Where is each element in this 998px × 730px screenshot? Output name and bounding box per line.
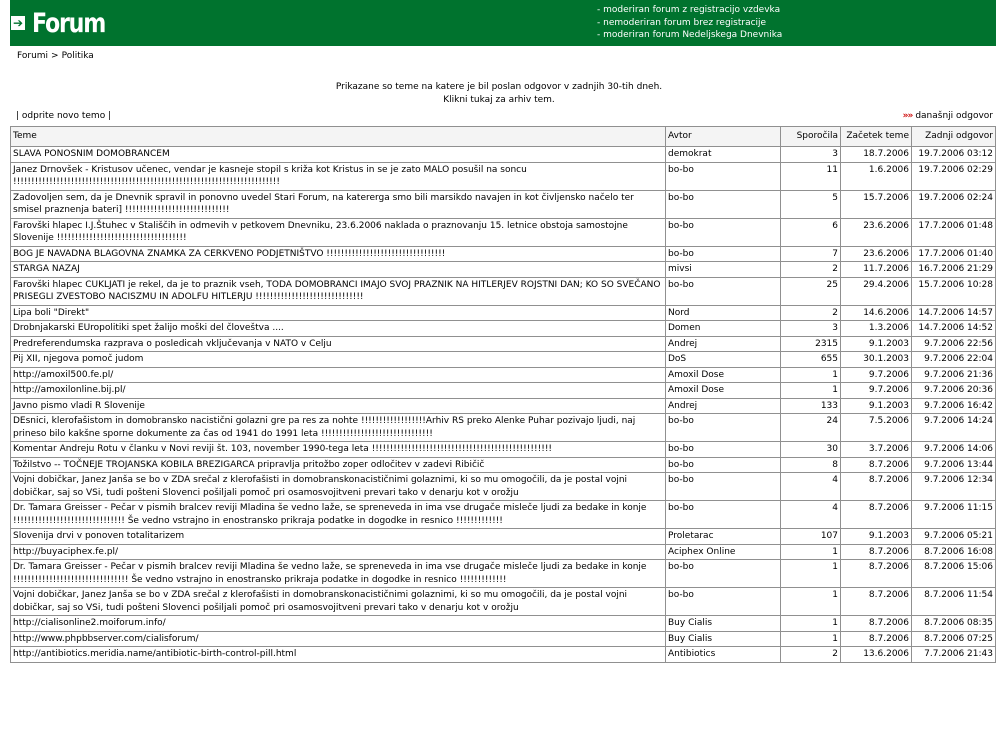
breadcrumb-root[interactable]: Forumi	[17, 51, 49, 61]
author-cell: Aciphex Online	[666, 544, 781, 560]
topic-link[interactable]: Dr. Tamara Greisser - Pečar v pismih bralcev reviji Mladina še vedno laže, se spreneveda in ima vse drugače misleče ljudi za bedake in konje !!!!!!!!!!!!!!!!!!!!!!!!!!!!!!! Še vedno vstrajno in enostransko prikraja podatke in dogodke in resnico !!!!!!!!!!!!!	[11, 501, 666, 529]
topic-link[interactable]: Vojni dobičkar, Janez Janša se bo v ZDA srečal z klerofašisti in domobranskonacističnimi golaznimi, ki so mu omogočili, da je postal vojni dobičkar, saj so VSi, tudi pošteni Slovenci pošiljali pomoč pri osamosvojitveni prevari tako v denarju kot v orožju	[11, 473, 666, 501]
table-row	[11, 398, 996, 414]
posts-cell: 11	[781, 162, 841, 190]
last-reply-cell: 19.7.2006 02:24	[912, 190, 996, 218]
start-date-cell: 7.5.2006	[841, 414, 912, 442]
last-reply-cell: 19.7.2006 02:29	[912, 162, 996, 190]
author-cell: bo-bo	[666, 473, 781, 501]
start-date-cell: 8.7.2006	[841, 588, 912, 616]
posts-cell: 8	[781, 457, 841, 473]
posts-cell: 2	[781, 647, 841, 663]
posts-cell: 24	[781, 414, 841, 442]
posts-cell: 2	[781, 262, 841, 278]
table-row	[11, 588, 996, 616]
table-row	[11, 560, 996, 588]
author-cell: bo-bo	[666, 414, 781, 442]
topic-link[interactable]: Vojni dobičkar, Janez Janša se bo v ZDA srečal z klerofašisti in domobranskonacističnimi golaznimi, ki so mu omogočili, da je postal vojni dobičkar, saj so VSi, tudi pošteni Slovenci pošiljali pomoč pri osamosvojitveni prevari tako v denarju kot v orožju	[11, 588, 666, 616]
start-date-cell: 8.7.2006	[841, 560, 912, 588]
start-date-cell: 1.6.2006	[841, 162, 912, 190]
start-date-cell: 30.1.2003	[841, 352, 912, 368]
posts-cell: 2315	[781, 336, 841, 352]
last-reply-cell: 8.7.2006 07:25	[912, 631, 996, 647]
table-row	[11, 616, 996, 632]
author-cell: bo-bo	[666, 560, 781, 588]
start-date-cell: 15.7.2006	[841, 190, 912, 218]
start-date-cell: 8.7.2006	[841, 616, 912, 632]
last-reply-cell: 9.7.2006 16:42	[912, 398, 996, 414]
table-row	[11, 218, 996, 246]
author-cell: bo-bo	[666, 218, 781, 246]
posts-cell: 1	[781, 560, 841, 588]
topic-link[interactable]: http://amoxilonline.bij.pl/	[11, 383, 666, 399]
author-cell: Amoxil Dose	[666, 367, 781, 383]
topic-link[interactable]: Janez Drnovšek - Kristusov učenec, vendar je kasneje stopil s križa kot Kristus in se je zato MALO posušil na soncu !!!!!!!!!!!!!!!!!!!!!!!!!!!!!!!!!!!!!!!!!!!!!!!!!!!!!!!!!!!!!!!!!!!!!!!!!!	[11, 162, 666, 190]
posts-cell: 4	[781, 473, 841, 501]
logo-text: Forum	[32, 7, 106, 39]
start-date-cell: 23.6.2006	[841, 246, 912, 262]
start-date-cell: 9.7.2006	[841, 367, 912, 383]
topic-link[interactable]: DEsnici, klerofašistom in domobransko nacistični golazni gre pa res za nohte !!!!!!!!!!!!!!!!!!Arhiv RS preko Alenke Puhar pozivajo ljudi, naj prineso bilo kakšne sporne dokumente za čas od 1941 do 1991 leta !!!!!!!!!!!!!!!!!!!!!!!!!!!!!!!	[11, 414, 666, 442]
last-reply-cell: 9.7.2006 05:21	[912, 529, 996, 545]
topic-link[interactable]: http://buyaciphex.fe.pl/	[11, 544, 666, 560]
forum-logo[interactable]	[10, 7, 121, 39]
last-reply-cell: 9.7.2006 13:44	[912, 457, 996, 473]
last-reply-cell: 7.7.2006 21:43	[912, 647, 996, 663]
table-row	[11, 262, 996, 278]
start-date-cell: 8.7.2006	[841, 473, 912, 501]
topic-link[interactable]: http://amoxil500.fe.pl/	[11, 367, 666, 383]
table-row	[11, 529, 996, 545]
table-row	[11, 321, 996, 337]
topic-link[interactable]: http://www.phpbbserver.com/cialisforum/	[11, 631, 666, 647]
author-cell: mivsi	[666, 262, 781, 278]
start-date-cell: 3.7.2006	[841, 442, 912, 458]
topic-link[interactable]: Predreferendumska razprava o posledicah vključevanja v NATO v Celju	[11, 336, 666, 352]
author-cell: Antibiotics	[666, 647, 781, 663]
author-cell: DoS	[666, 352, 781, 368]
start-date-cell: 8.7.2006	[841, 501, 912, 529]
col-topic: Teme	[11, 127, 666, 147]
topic-link[interactable]: Slovenija drvi v ponoven totalitarizem	[11, 529, 666, 545]
last-reply-cell: 9.7.2006 14:24	[912, 414, 996, 442]
posts-cell: 655	[781, 352, 841, 368]
site-header	[10, 0, 996, 46]
start-date-cell: 11.7.2006	[841, 262, 912, 278]
notice-text: Prikazane so teme na katere je bil poslan odgovor v zadnjih 30-tih dneh.	[335, 82, 663, 92]
table-row	[11, 162, 996, 190]
new-topic-link[interactable]: | odprite novo temo |	[16, 111, 112, 121]
last-reply-cell: 8.7.2006 16:08	[912, 544, 996, 560]
last-reply-cell: 9.7.2006 22:56	[912, 336, 996, 352]
posts-cell: 3	[781, 147, 841, 163]
posts-cell: 107	[781, 529, 841, 545]
last-reply-cell: 9.7.2006 12:34	[912, 473, 996, 501]
author-cell: Amoxil Dose	[666, 383, 781, 399]
author-cell: bo-bo	[666, 162, 781, 190]
table-row	[11, 246, 996, 262]
link-nedeljski-forum[interactable]: - moderiran forum Nedeljskega Dnevnika	[597, 30, 783, 40]
today-replies-label: današnji odgovor	[915, 111, 993, 121]
table-row	[11, 631, 996, 647]
last-reply-cell: 14.7.2006 14:57	[912, 305, 996, 321]
table-row	[11, 190, 996, 218]
table-row	[11, 383, 996, 399]
posts-cell: 1	[781, 616, 841, 632]
table-row	[11, 336, 996, 352]
posts-cell: 1	[781, 631, 841, 647]
start-date-cell: 13.6.2006	[841, 647, 912, 663]
double-arrow-icon: »»	[902, 111, 913, 121]
start-date-cell: 23.6.2006	[841, 218, 912, 246]
last-reply-cell: 15.7.2006 10:28	[912, 277, 996, 305]
col-start: Začetek teme	[841, 127, 912, 147]
table-row	[11, 305, 996, 321]
topic-link[interactable]: Zadovoljen sem, da je Dnevnik spravil in ponovno uvedel Stari Forum, na katererga smo bili marsikdo navajen in kot čivljensko načelo ter smisel praznenja bateri] !!!!!!!!!!!!!!!!!!!!!!!!!!!!!	[11, 190, 666, 218]
topic-link[interactable]: http://antibiotics.meridia.name/antibiotic-birth-control-pill.html	[11, 647, 666, 663]
link-unmoderated-forum[interactable]: - nemoderiran forum brez registracije	[597, 17, 767, 28]
arrow-right-icon: ➔	[12, 16, 24, 30]
last-reply-cell: 19.7.2006 03:12	[912, 147, 996, 163]
topic-link[interactable]: Lipa boli "Direkt"	[11, 305, 666, 321]
col-posts: Sporočila	[781, 127, 841, 147]
author-cell: Nord	[666, 305, 781, 321]
last-reply-cell: 8.7.2006 15:06	[912, 560, 996, 588]
posts-cell: 4	[781, 501, 841, 529]
author-cell: demokrat	[666, 147, 781, 163]
author-cell: Proletarac	[666, 529, 781, 545]
topics-body	[11, 147, 996, 663]
start-date-cell: 8.7.2006	[841, 457, 912, 473]
notice	[0, 81, 998, 107]
start-date-cell: 8.7.2006	[841, 544, 912, 560]
author-cell: bo-bo	[666, 190, 781, 218]
topic-link[interactable]: Dr. Tamara Greisser - Pečar v pismih bralcev reviji Mladina še vedno laže, se spreneveda in ima vse drugače misleče ljudi za bedake in konje !!!!!!!!!!!!!!!!!!!!!!!!!!!!!!!! Še vedno vstrajno in enostransko prikraja podatke in dogodke in resnico !!!!!!!!!!!!!	[11, 560, 666, 588]
posts-cell: 1	[781, 588, 841, 616]
col-author: Avtor	[666, 127, 781, 147]
start-date-cell: 14.6.2006	[841, 305, 912, 321]
topic-link[interactable]: Farovški hlapec CUKLJATI je rekel, da je to praznik vseh, TODA DOMOBRANCI IMAJO SVOJ PRAZNIK NA HITLERJEV ROJSTNI DAN; KO SO SVEČANO PRISEGLI ZVESTOBO NACISZMU IN ADOLFU HITLERJU !!!!!!!!!!!!!!!!!!!!!!!!!!!!!!	[11, 277, 666, 305]
posts-cell: 1	[781, 367, 841, 383]
archive-link[interactable]: Klikni tukaj za arhiv tem.	[443, 95, 555, 105]
start-date-cell: 9.1.2003	[841, 398, 912, 414]
author-cell: bo-bo	[666, 246, 781, 262]
topic-link[interactable]: Pij XII, njegova pomoč judom	[11, 352, 666, 368]
topic-link[interactable]: http://cialisonline2.moiforum.info/	[11, 616, 666, 632]
table-row	[11, 277, 996, 305]
author-cell: bo-bo	[666, 457, 781, 473]
author-cell: Domen	[666, 321, 781, 337]
start-date-cell: 9.1.2003	[841, 529, 912, 545]
author-cell: bo-bo	[666, 588, 781, 616]
table-row	[11, 442, 996, 458]
breadcrumb-separator: >	[51, 51, 59, 61]
posts-cell: 5	[781, 190, 841, 218]
table-header-row	[11, 127, 996, 147]
topics-table	[10, 126, 996, 663]
topic-link[interactable]: Javno pismo vladi R Slovenije	[11, 398, 666, 414]
last-reply-cell: 9.7.2006 11:15	[912, 501, 996, 529]
posts-cell: 133	[781, 398, 841, 414]
start-date-cell: 8.7.2006	[841, 631, 912, 647]
start-date-cell: 9.1.2003	[841, 336, 912, 352]
topic-link[interactable]: Tožilstvo -- TOČNEJE TROJANSKA KOBILA BREZIGARCA pripravlja pritožbo zoper odločitev v zadevi Ribičič	[11, 457, 666, 473]
posts-cell: 25	[781, 277, 841, 305]
table-row	[11, 367, 996, 383]
start-date-cell: 1.3.2006	[841, 321, 912, 337]
topic-link[interactable]: Drobnjakarski EUropolitiki spet žalijo moški del človeštva ....	[11, 321, 666, 337]
posts-cell: 7	[781, 246, 841, 262]
topic-link[interactable]: SLAVA PONOSNIM DOMOBRANCEM	[11, 147, 666, 163]
posts-cell: 3	[781, 321, 841, 337]
topic-link[interactable]: Farovški hlapec I.J.Štuhec v Stališčih in odmevih v petkovem Dnevniku, 23.6.2006 naklada o praznovanju 15. letnice obstoja samostojne Slovenije !!!!!!!!!!!!!!!!!!!!!!!!!!!!!!!!!!!!	[11, 218, 666, 246]
author-cell: bo-bo	[666, 442, 781, 458]
last-reply-cell: 9.7.2006 22:04	[912, 352, 996, 368]
topic-link[interactable]: STARGA NAZAJ	[11, 262, 666, 278]
last-reply-cell: 9.7.2006 21:36	[912, 367, 996, 383]
start-date-cell: 18.7.2006	[841, 147, 912, 163]
last-reply-cell: 16.7.2006 21:29	[912, 262, 996, 278]
posts-cell: 2	[781, 305, 841, 321]
posts-cell: 1	[781, 544, 841, 560]
today-replies-link[interactable]	[903, 111, 993, 121]
table-row	[11, 473, 996, 501]
author-cell: bo-bo	[666, 277, 781, 305]
link-moderated-forum[interactable]: - moderiran forum z registracijo vzdevka	[597, 5, 781, 15]
table-row	[11, 414, 996, 442]
last-reply-cell: 17.7.2006 01:40	[912, 246, 996, 262]
last-reply-cell: 17.7.2006 01:48	[912, 218, 996, 246]
col-last-reply: Zadnji odgovor	[912, 127, 996, 147]
author-cell: bo-bo	[666, 501, 781, 529]
posts-cell: 1	[781, 383, 841, 399]
start-date-cell: 29.4.2006	[841, 277, 912, 305]
start-date-cell: 9.7.2006	[841, 383, 912, 399]
table-row	[11, 647, 996, 663]
table-row	[11, 544, 996, 560]
last-reply-cell: 8.7.2006 08:35	[912, 616, 996, 632]
forum-links	[597, 4, 782, 42]
author-cell: Andrej	[666, 336, 781, 352]
table-row	[11, 457, 996, 473]
author-cell: Andrej	[666, 398, 781, 414]
topic-link[interactable]: BOG JE NAVADNA BLAGOVNA ZNAMKA ZA CERKVENO PODJETNIŠTVO !!!!!!!!!!!!!!!!!!!!!!!!!!!!!!!!!	[11, 246, 666, 262]
posts-cell: 30	[781, 442, 841, 458]
author-cell: Buy Cialis	[666, 631, 781, 647]
last-reply-cell: 9.7.2006 14:06	[912, 442, 996, 458]
breadcrumb	[17, 51, 97, 61]
author-cell: Buy Cialis	[666, 616, 781, 632]
topic-link[interactable]: Komentar Andreju Rotu v članku v Novi reviji št. 103, november 1990-tega leta !!!!!!!!!!!!!!!!!!!!!!!!!!!!!!!!!!!!!!!!!!!!!!!!!!	[11, 442, 666, 458]
table-row	[11, 352, 996, 368]
table-row	[11, 501, 996, 529]
breadcrumb-current[interactable]: Politika	[61, 51, 94, 61]
last-reply-cell: 14.7.2006 14:52	[912, 321, 996, 337]
last-reply-cell: 9.7.2006 20:36	[912, 383, 996, 399]
posts-cell: 6	[781, 218, 841, 246]
table-row	[11, 147, 996, 163]
last-reply-cell: 8.7.2006 11:54	[912, 588, 996, 616]
